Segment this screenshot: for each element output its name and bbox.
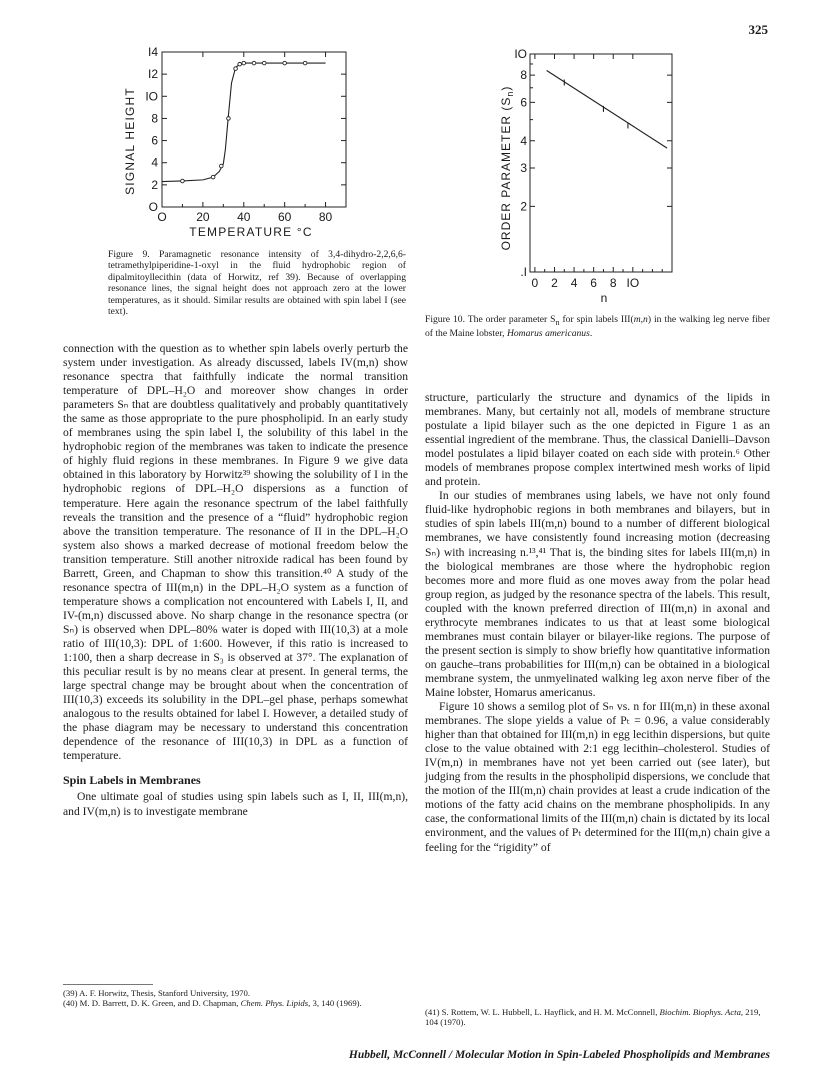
figure-10-x-tick-label: IO xyxy=(626,276,640,290)
figure-9-data-point xyxy=(181,179,185,183)
reference-41: (41) S. Rottem, W. L. Hubbell, L. Hayflick, and H. M. McConnell, Biochim. Biophys. Acta, 219, 104 (1970). xyxy=(425,1007,761,1028)
figure-9-data-point xyxy=(262,61,266,65)
figure-10-x-tick-label: 6 xyxy=(590,276,597,290)
figure-9-data-point xyxy=(283,61,287,65)
figure-10-y-tick-label: IO xyxy=(514,47,527,61)
figure-10-y-tick-label: 2 xyxy=(520,199,527,214)
figure-9-chart xyxy=(108,40,358,240)
left-column xyxy=(63,342,408,819)
figure-9-y-tick-label: I2 xyxy=(147,67,158,82)
figure-10-y-tick-label: 8 xyxy=(520,68,527,83)
figure-9-data-point xyxy=(242,61,246,65)
references-right xyxy=(425,1007,770,1028)
figure-9-caption: Figure 9. Paramagnetic resonance intensity of 3,4-dihydro-2,2,6,6-tetramethylpiperidine-1-oxyl in the fluid hydrophobic region of dipalmitoyllecithin (data of Horwitz, ref 39). Because of overlapping resonance lines, the signal height does not approach zero at the lower temperatures, as it should. Similar results are obtained with spin label I (see text). xyxy=(108,249,406,318)
figure-9-data-point xyxy=(219,164,223,168)
paragraph: connection with the question as to whether spin labels overly perturb the system under investigation. As already discussed, labels IV(m,n) show resonance spectra that faithfully indicate the normal transition temperature of DPL–H₂O and moreover show changes in order parameters Sₙ that are doubtless qualitatively and probably quantitatively the same as those appropriate to the pure phospholipid. In an early study of membranes using the spin label I, the solubility of this label in the hydrophobic region of the membranes was taken to indicate the presence of highly fluid regions in these membranes. In Figure 9 we give data obtained in this laboratory by Horwitz³⁹ showing the solubility of I in the hydrophobic regions of DPL–H₂O dispersions as a function of temperature. Here again the resonance spectrum of the label faithfully reveals the transition and the presence of a “fluid” hydrophobic region above the transition temperature. The resonance of II in the DPL–H₂O system also shows a marked decrease of motional freedom below the transition temperature. Still another nitroxide radical has been found by Barrett, Green, and Chapman to show this transition.⁴⁰ A study of the resonance spectra of III(m,n) in the DPL–H₂O system as a function of temperature shows a complication not encountered with Labels I, II, and IV-(m,n) discussed above. No sharp change in the resonance spectra (or Sₙ) is observed when DPL–80% water is doped with III(10,3) at a mole ratio of III(10,3): DPL of 1:600. However, if this ratio is increased to 1:100, then a sharp decrease in S₃ is observed at 37°. The explanation of this peculiar result is by no means clear at present. In general terms, the large spectral change may be brought about when the concentration of III(10,3) exceeds its solubility in the DPL–gel phase, perhaps somewhat analogous to the results obtained for label I. However, a detailed study of the phase diagram may be necessary to understand this concentration dependence of the resonance of III(10,3) in DPL as a function of temperature. xyxy=(63,342,408,763)
section-heading: Spin Labels in Membranes xyxy=(63,773,201,788)
figure-10-x-tick-label: 4 xyxy=(570,276,578,290)
running-footer: Hubbell, McConnell / Molecular Motion in Spin-Labeled Phospholipids and Membranes xyxy=(348,1049,770,1061)
paragraph: In our studies of membranes using labels, we have not only found fluid-like hydrophobic regions in both membranes and bilayers, but in studies of spin labels III(m,n) bound to a number of different biological membranes, we have consistently found increasing motion (decreasing Sₙ) with increasing n.¹³,⁴¹ That is, the binding sites for labels III(m,n) in the biological membranes are those where the hydrophobic region becomes more and more fluid as one moves away from the polar head group region, as judged by the resonance spectra of the labels. This result, coupled with the known preferred direction of III(m,n) in axonal and erythrocyte membranes indicates to us that at least some biological membranes must contain bilayer or bilayer-like regions. The purpose of the present section is simply to show briefly how quantitative information on gauche–trans probabilities for III(m,n) can be obtained in a biological membrane system, the unmyelinated walking leg axon nerve fiber of the Maine lobster, Homarus americanus. xyxy=(425,489,770,699)
figure-9-x-tick-label: 80 xyxy=(318,210,333,224)
reference-40: (40) M. D. Barrett, D. K. Green, and D. Chapman, Chem. Phys. Lipids, 3, 140 (1969). xyxy=(63,998,362,1009)
figure-9-data-point xyxy=(252,61,256,65)
figure-9-y-tick-label: O xyxy=(148,200,158,214)
paragraph: One ultimate goal of studies using spin labels such as I, II, III(m,n), and IV(m,n) is to investigate membrane xyxy=(63,790,408,818)
figure-9-data-point xyxy=(303,61,307,65)
figure-10-chart xyxy=(490,40,690,308)
figure-10-y-tick-label: 3 xyxy=(520,160,527,175)
figure-10-x-tick-label: 0 xyxy=(531,276,539,290)
figure-10-y-axis-label: ORDER PARAMETER $(S_n)$ xyxy=(499,85,515,251)
right-column xyxy=(425,391,770,855)
figure-9-x-tick-label: 20 xyxy=(196,210,210,224)
figure-9-y-tick-label: 6 xyxy=(151,133,158,148)
figure-10-x-tick-label: 8 xyxy=(609,276,617,290)
figure-9-x-tick-label: 60 xyxy=(277,210,292,224)
figure-9-data-point xyxy=(211,175,215,179)
references-left xyxy=(63,988,408,1009)
figure-10-x-axis-label: n xyxy=(600,291,608,305)
figure-10-y-tick-label: 6 xyxy=(520,95,527,110)
figure-10-y-tick-label: 4 xyxy=(520,133,527,148)
figure-9-frame xyxy=(162,52,346,207)
figure-9-x-axis-label: TEMPERATURE °C xyxy=(189,225,313,239)
figure-9-y-tick-label: 4 xyxy=(151,155,158,170)
figure-9-y-tick-label: I4 xyxy=(147,45,158,59)
figure-9-y-tick-label: 8 xyxy=(151,111,158,126)
figure-10-y-tick-label: .I xyxy=(520,265,527,279)
paragraph: structure, particularly the structure and dynamics of the lipids in membranes. Many, but certainly not all, models of membrane structure postulate a lipid bilayer such as the one depicted in Figure 1 as an essential ingredient of the membrane. Thus, the classical Danielli–Davson model postulates a lipid bilayer coated on each side with protein.⁶ Other models of membranes propose complex intertwined mesh works of lipid and protein. xyxy=(425,391,770,489)
page-number: 325 xyxy=(748,22,768,37)
figure-9-data-point xyxy=(238,62,242,66)
figure-9-data-point xyxy=(227,117,231,121)
figure-9-y-axis-label: SIGNAL HEIGHT xyxy=(123,87,137,195)
figure-9-y-tick-label: 2 xyxy=(151,177,158,192)
figure-9-y-tick-label: IO xyxy=(145,89,158,104)
figure-9-series-line xyxy=(162,63,326,181)
footnote-rule xyxy=(63,984,153,985)
figure-9-x-tick-label: 40 xyxy=(237,210,251,224)
reference-39: (39) A. F. Horwitz, Thesis, Stanford University, 1970. xyxy=(63,988,251,998)
paragraph: Figure 10 shows a semilog plot of Sₙ vs. n for III(m,n) in these axonal membranes. The slope yields a value of Pₜ = 0.96, a value considerably higher than that obtained for III(m,n) in egg lecithin dispersions, but quite close to the value obtained with 2:1 egg lecithin–cholesterol. Studies of IV(m,n) in membranes have not yet been carried out (see later), but judging from the results in the phospholipid dispersions, we conclude that the motion of the III(m,n) chain provides at least a crude indication of the motions of the fatty acid chains on the membrane phospholipids. In any case, the conformational limits of the III(m,n) chain is dictated by its local environment, and the values of Pₜ determined for the III(m,n) chain give a feeling for the “rigidity” of xyxy=(425,700,770,854)
figure-10-frame xyxy=(530,54,672,272)
figure-9-data-point xyxy=(234,67,238,71)
figure-10-x-tick-label: 2 xyxy=(551,276,558,290)
figure-9-x-tick-label: O xyxy=(157,210,167,224)
figure-10-caption: Figure 10. The order parameter $S_n$ for spin labels III(m,n) in the walking leg nerve fiber of the Maine lobster, Homarus americanus. xyxy=(425,314,771,340)
